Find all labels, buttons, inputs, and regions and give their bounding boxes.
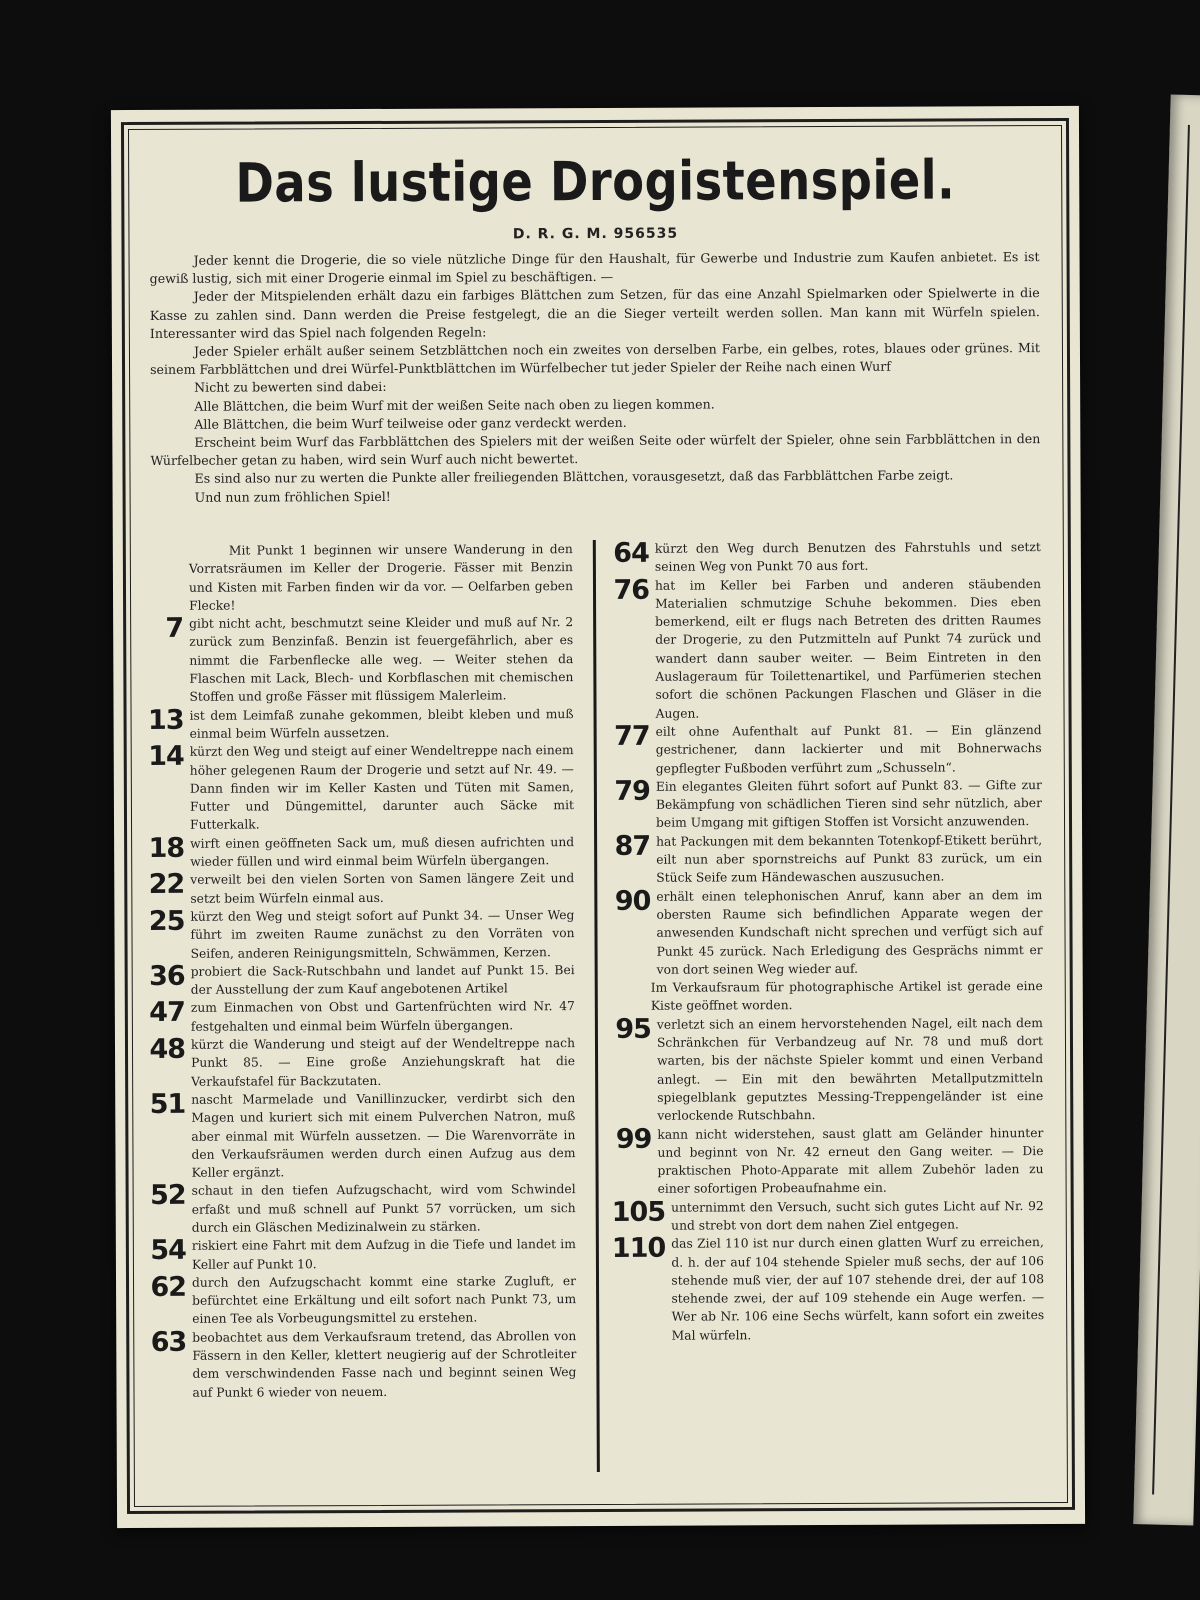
intro-paragraph: Alle Blättchen, die beim Wurf teilweise oder ganz verdeckt werden.: [194, 414, 627, 432]
intro-rules: [150, 248, 1041, 507]
intro-paragraph: Alle Blättchen, die beim Wurf mit der weißen Seite nach oben zu liegen kommen.: [194, 396, 715, 414]
field-number: 52: [150, 1180, 186, 1212]
page-title: Das lustige Drogistenspiel.: [235, 148, 956, 215]
field-number: 7: [165, 612, 184, 645]
field-number: 47: [149, 997, 185, 1029]
field-text: durch den Aufzugschacht kommt eine starke Zugluft, er befürchtet eine Erkältung und eilt sofort nach Punkt 73, um einen Tee als Vorbeugungsmittel zu erstehen.: [191, 1273, 577, 1327]
intro-paragraph: Erscheint beim Wurf das Farbblättchen des Spielers mit der weißen Seite oder würfelt der Spieler, ohne sein Farbblättchen in den Würfelbecher getan zu haben, wird sein Wurf auch nicht bewertet.: [150, 431, 1041, 469]
list-item: [611, 1124, 1043, 1199]
field-number: 62: [150, 1271, 187, 1303]
field-number: 99: [615, 1123, 652, 1155]
list-item: [134, 833, 574, 872]
intro-paragraph: Jeder der Mitspielenden erhält dazu ein farbiges Blättchen zum Setzen, für das eine Anzahl Spielmarken oder Spielwerte in die Kasse zu zahlen sind. Dann werden die Preise festgelegt, die an die Sieger verteilt werden sollen. Man kann mit Würfeln spielen. Interessanter wird das Spiel nach folgenden Regeln:: [149, 285, 1040, 341]
list-item: [136, 1180, 576, 1237]
field-number: 90: [614, 885, 651, 917]
field-number: 64: [613, 537, 649, 569]
list-item: [134, 705, 574, 744]
list-item: [611, 1014, 1043, 1126]
field-text: kürzt die Wanderung und steigt auf der Wendeltreppe nach Punkt 85. — Eine große Anziehungskraft hat die Verkaufstafel für Backzutaten.: [190, 1036, 576, 1089]
field-number: 22: [148, 869, 185, 901]
intro-paragraph: Es sind also nur zu werten die Punkte aller freiliegenden Blättchen, vorausgesetzt, daß das Farbblättchen Farbe zeigt.: [194, 467, 954, 487]
field-text: Ein elegantes Gleiten führt sofort auf Punkt 83. — Gifte zur Bekämpfung von schädlichen Tieren sind sehr nützlich, aber beim Umgang mit giftigen Stoffen ist Vorsicht anzuwenden.: [655, 777, 1042, 831]
field-text: zum Einmachen von Obst und Gartenfrüchten wird Nr. 47 festgehalten und einmal beim Würfeln übergangen.: [190, 999, 575, 1034]
field-number: 77: [614, 720, 650, 752]
right-column: [609, 538, 1045, 1345]
intro-paragraph: Jeder kennt die Drogerie, die so viele nützliche Dinge für den Haushalt, für Gewerbe und Industrie zum Kaufen anbietet. Es ist gewiß lustig, sich mit einer Drogerie einmal im Spiel zu beschäftigen. —: [149, 249, 1040, 287]
list-item: [134, 741, 574, 834]
list-item: [136, 1235, 576, 1274]
field-text: erhält einen telephonischen Anruf, kann aber an dem im obersten Raume sich befindlichen Apparate wegen der anwesenden Kundschaft nicht sprechen und verfügt sich auf Punkt 45 zurück. Nach Erledigung des Gesprächs nimmt er von dort seinen Weg wieder auf.: [656, 887, 1043, 977]
field-text: hat im Keller bei Farben und anderen stäubenden Materialien schmutzige Schuhe bekommen. Dies eben bemerkend, eilt er flugs nach Betreten des dritten Raumes der Drogerie, zu den Putzmitteln auf Punkt 74 zurück und wandert dann sauber weiter. — Beim Eintreten in den Auslageraum für Toilettenartikel, und Parfümerien stechen sofort die schönen Packungen Flaschen und Gläser in die Augen.: [654, 576, 1042, 721]
intro-paragraph: Nicht zu bewerten sind dabei:: [194, 379, 387, 396]
field-text: verletzt sich an einem hervorstehenden Nagel, eilt nach dem Schränkchen für Verbandzeug auf Nr. 78 und muß dort warten, bis der nächste Spieler kommt und einen Verband anlegt. — Ein mit den bewährten Metallputzmitteln spiegelblank geputztes Messing-Treppengeländer ist eine verlockende Rutschbahn.: [656, 1015, 1044, 1123]
field-text: nascht Marmelade und Vanillinzucker, verdirbt sich den Magen und kuriert sich mit einem Pulverchen Natron, muß aber einmal mit Würfeln aussetzen. — Die Warenvorräte in den Verkaufsräumen werden durch einen Aufzug aus dem Keller ergänzt.: [191, 1091, 576, 1180]
field-number: 18: [148, 832, 185, 864]
list-item: [136, 1327, 576, 1402]
right-continuation: Im Verkaufsraum für photographische Artikel ist gerade eine Kiste geöffnet worden.: [650, 979, 1043, 1014]
list-item: [136, 1272, 576, 1329]
list-item: [610, 776, 1042, 833]
list-item: [135, 1034, 575, 1091]
field-text: kürzt den Weg und steigt auf einer Wendeltreppe nach einem höher gelegenen Raum der Drogerie und setzt auf Nr. 49. — Dann finden wir im Keller Kasten und Tüten mit Samen, Futter und Düngemittel, darunter auch Säcke mit Futterkalk.: [189, 743, 574, 833]
field-number: 63: [150, 1326, 187, 1358]
field-number: 87: [614, 830, 651, 862]
list-item: [135, 961, 575, 1000]
field-text: eilt ohne Aufenthalt auf Punkt 81. — Ein glänzend gestrichener, dann lackierter und mit Bohnerwachs gepflegter Fußboden verführt zum „Schusseln“.: [655, 723, 1042, 776]
left-lead: Mit Punkt 1 beginnen wir unsere Wanderung in den Vorratsräumen im Keller der Drogerie. Fässer mit Benzin und Kisten mit Farben finden wir da vor. — Oelfarben geben Flecke!: [188, 542, 574, 613]
list-item: [134, 906, 574, 963]
field-text: kann nicht widerstehen, saust glatt am Geländer hinunter und beginnt von Nr. 42 erneut den Gang weiter. — Die praktischen Photo-Apparate mit allem Zubehör laden zu einer sofortigen Probeaufnahme ein.: [657, 1125, 1044, 1197]
list-item: [609, 575, 1042, 723]
field-number: 36: [149, 960, 185, 992]
list-item: [134, 869, 574, 908]
field-text: verweilt bei den vielen Sorten von Samen längere Zeit und setzt beim Würfeln einmal aus.: [190, 871, 575, 906]
field-text: riskiert eine Fahrt mit dem Aufzug in die Tiefe und landet im Keller auf Punkt 10.: [191, 1237, 576, 1272]
field-text: probiert die Sack-Rutschbahn und landet auf Punkt 15. Bei der Ausstellung der zum Kauf angebotenen Artikel: [190, 962, 575, 997]
list-item: [609, 538, 1041, 576]
field-number: 25: [148, 905, 185, 937]
field-text: beobachtet aus dem Verkaufsraum tretend, das Abrollen von Fässern in den Keller, klettert neugierig auf der Schrotleiter dem verschwindenden Fasse nach und beginnt seinen Weg auf Punkt 6 wieder von neuem.: [192, 1328, 577, 1400]
list-item: [612, 1197, 1044, 1235]
intro-paragraph: Jeder Spieler erhält außer seinem Setzblättchen noch ein zweites von derselben Farbe, ein gelbes, rotes, blaues oder grünes. Mit seinem Farbblättchen und drei Würfel-Punktblättchen im Würfelbecher tut jeder Spieler der Reihe nach einen Wurf: [150, 340, 1040, 378]
list-item: [612, 1233, 1044, 1345]
left-column: [133, 540, 577, 1402]
field-number: 95: [615, 1013, 651, 1045]
game-sheet: [111, 106, 1085, 1528]
list-item: [610, 886, 1042, 979]
list-item: [610, 721, 1042, 778]
field-number: 76: [613, 574, 650, 606]
field-text: kürzt den Weg und steigt sofort auf Punkt 34. — Unser Weg führt im zweiten Raume zunächst zu den Vorräten von Seifen, anderen Reinigungsmitteln, Schwämmen, Kerzen.: [190, 908, 575, 961]
list-item: [135, 1089, 575, 1182]
field-text: hat Packungen mit dem bekannten Totenkopf-Etikett berührt, eilt nun aber spornstreichs auf Punkt 83 zurück, um ein Stück Seife zum Händewaschen auszusuchen.: [656, 832, 1043, 886]
intro-paragraph: Und nun zum fröhlichen Spiel!: [194, 488, 391, 505]
field-number: 48: [149, 1033, 186, 1065]
list-item: [610, 831, 1042, 888]
field-number: 13: [147, 704, 184, 736]
field-text: das Ziel 110 ist nur durch einen glatten Wurf zu erreichen, d. h. der auf 104 stehende Spieler muß sechs, der auf 106 stehende muß vier, der auf 107 stehende drei, der auf 108 stehende zwei, der auf 109 stehende ein Auge werfen. — Wer ab Nr. 106 eine Sechs würfelt, kann sofort ein zweites Mal würfeln.: [671, 1235, 1045, 1343]
field-text: unternimmt den Versuch, sucht sich gutes Licht auf Nr. 92 und strebt von dort dem nahen Ziel entgegen.: [671, 1198, 1044, 1233]
field-text: ist dem Leimfaß zunahe gekommen, bleibt kleben und muß einmal beim Würfeln aussetzen.: [189, 706, 574, 741]
list-item: [133, 613, 573, 706]
field-number: 79: [614, 775, 650, 807]
patent-number: D. R. G. M. 956535: [512, 225, 679, 243]
field-text: gibt nicht acht, beschmutzt seine Kleider und muß auf Nr. 2 zurück zum Benzinfaß. Benzin ist feuergefährlich, aber es nimmt die Farbenflecke alle weg. — Weiter stehen da Flaschen mit Lack, Blech- und Korbflaschen mit chemischen Stoffen und große Fässer mit flüssigem Malerleim.: [189, 615, 574, 705]
field-number: 105: [611, 1196, 666, 1228]
field-number: 110: [611, 1232, 666, 1265]
field-number: 14: [148, 741, 184, 773]
field-text: kürzt den Weg durch Benutzen des Fahrstuhls und setzt seinen Weg von Punkt 70 aus fort.: [654, 540, 1041, 575]
field-number: 51: [149, 1088, 186, 1120]
field-number: 54: [150, 1235, 186, 1267]
list-item: [135, 998, 575, 1037]
field-text: wirft einen geöffneten Sack um, muß diesen aufrichten und wieder füllen und wird einmal beim Würfeln übergangen.: [190, 834, 575, 869]
field-text: schaut in den tiefen Aufzugschacht, wird vom Schwindel erfaßt und muß schnell auf Punkt 57 vorrücken, um sich durch ein Gläschen Medizinalwein zu stärken.: [191, 1182, 576, 1235]
second-card-edge: [1133, 94, 1200, 1525]
